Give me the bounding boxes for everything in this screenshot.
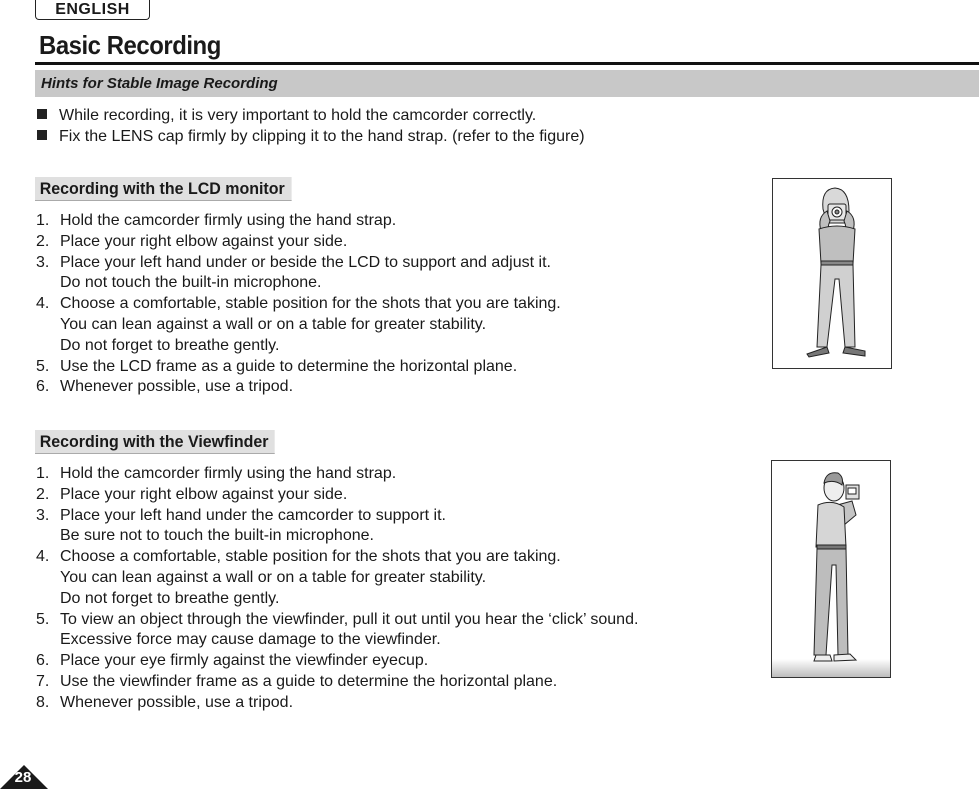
step-text: Place your eye firmly against the viewfinder eyecup.: [60, 652, 429, 670]
step-item: [36, 232, 561, 253]
step-continuation: Be sure not to touch the built-in microphone.: [60, 527, 374, 545]
step-text: Choose a comfortable, stable position for the shots that you are taking.: [60, 548, 561, 566]
step-continuation: Do not forget to breathe gently.: [60, 589, 280, 607]
step-item: [36, 651, 638, 672]
person-lcd-illustration: [773, 179, 891, 368]
step-number: 5.: [36, 610, 50, 628]
step-continuation: Do not forget to breathe gently.: [60, 336, 280, 354]
step-text: Use the viewfinder frame as a guide to determine the horizontal plane.: [60, 672, 558, 690]
hints-bullet-list: [37, 105, 585, 147]
step-continuation: Do not touch the built-in microphone.: [60, 274, 322, 292]
viewfinder-section-heading: Recording with the Viewfinder: [35, 430, 275, 454]
lcd-section-heading: Recording with the LCD monitor: [35, 177, 291, 201]
step-item: [36, 693, 638, 714]
step-continuation: You can lean against a wall or on a table for greater stability.: [60, 568, 487, 586]
step-number: 2.: [36, 485, 50, 503]
step-item: [36, 672, 638, 693]
list-item: While recording, it is very important to hold the camcorder correctly.: [37, 105, 585, 126]
step-number: 4.: [36, 548, 50, 566]
viewfinder-recording-figure: [771, 460, 891, 678]
step-text: Place your right elbow against your side.: [60, 232, 348, 250]
step-text: Whenever possible, use a tripod.: [60, 378, 294, 396]
page-number: 28: [14, 769, 32, 786]
step-item: [36, 357, 561, 378]
page-title: Basic Recording: [39, 30, 221, 60]
step-text: Place your left hand under or beside the LCD to support and adjust it.: [60, 253, 551, 271]
language-tab: ENGLISH: [35, 0, 150, 20]
step-continuation: Excessive force may cause damage to the viewfinder.: [60, 631, 441, 649]
step-item: [36, 547, 638, 609]
step-number: 8.: [36, 693, 50, 711]
step-text: To view an object through the viewfinder, pull it out until you hear the ‘click’ sound.: [60, 610, 639, 628]
step-text: Whenever possible, use a tripod.: [60, 693, 294, 711]
list-item: Fix the LENS cap firmly by clipping it to the hand strap. (refer to the figure): [37, 126, 585, 147]
step-number: 7.: [36, 672, 50, 690]
step-number: 4.: [36, 295, 50, 313]
step-number: 1.: [36, 465, 50, 482]
step-number: 3.: [36, 506, 50, 524]
step-number: 6.: [36, 652, 50, 670]
viewfinder-steps-list: [36, 464, 638, 714]
person-viewfinder-illustration: [772, 461, 890, 677]
step-number: 3.: [36, 253, 50, 271]
page-number-badge: [0, 759, 48, 789]
step-number: 5.: [36, 357, 50, 375]
hints-heading: Hints for Stable Image Recording: [35, 70, 979, 97]
square-bullet-icon: [37, 130, 47, 140]
step-text: Place your right elbow against your side.: [60, 485, 348, 503]
step-item: [36, 506, 638, 548]
title-divider: [35, 62, 979, 65]
lcd-recording-figure: [772, 178, 892, 369]
step-text: Use the LCD frame as a guide to determine the horizontal plane.: [60, 357, 518, 375]
step-item: [36, 377, 561, 398]
step-item: [36, 610, 638, 652]
step-text: Place your left hand under the camcorder to support it.: [60, 506, 446, 524]
square-bullet-icon: [37, 109, 47, 119]
step-item: [36, 211, 561, 232]
step-number: 6.: [36, 378, 50, 396]
step-item: [36, 253, 561, 295]
lcd-steps-list: [36, 211, 561, 398]
step-text: Choose a comfortable, stable position for the shots that you are taking.: [60, 295, 561, 313]
step-item: [36, 485, 638, 506]
step-text: Hold the camcorder firmly using the hand strap.: [60, 212, 397, 229]
step-item: [36, 294, 561, 356]
step-text: Hold the camcorder firmly using the hand strap.: [60, 465, 397, 482]
step-item: [36, 464, 638, 485]
step-continuation: You can lean against a wall or on a table for greater stability.: [60, 315, 487, 333]
step-number: 1.: [36, 212, 50, 229]
step-number: 2.: [36, 232, 50, 250]
